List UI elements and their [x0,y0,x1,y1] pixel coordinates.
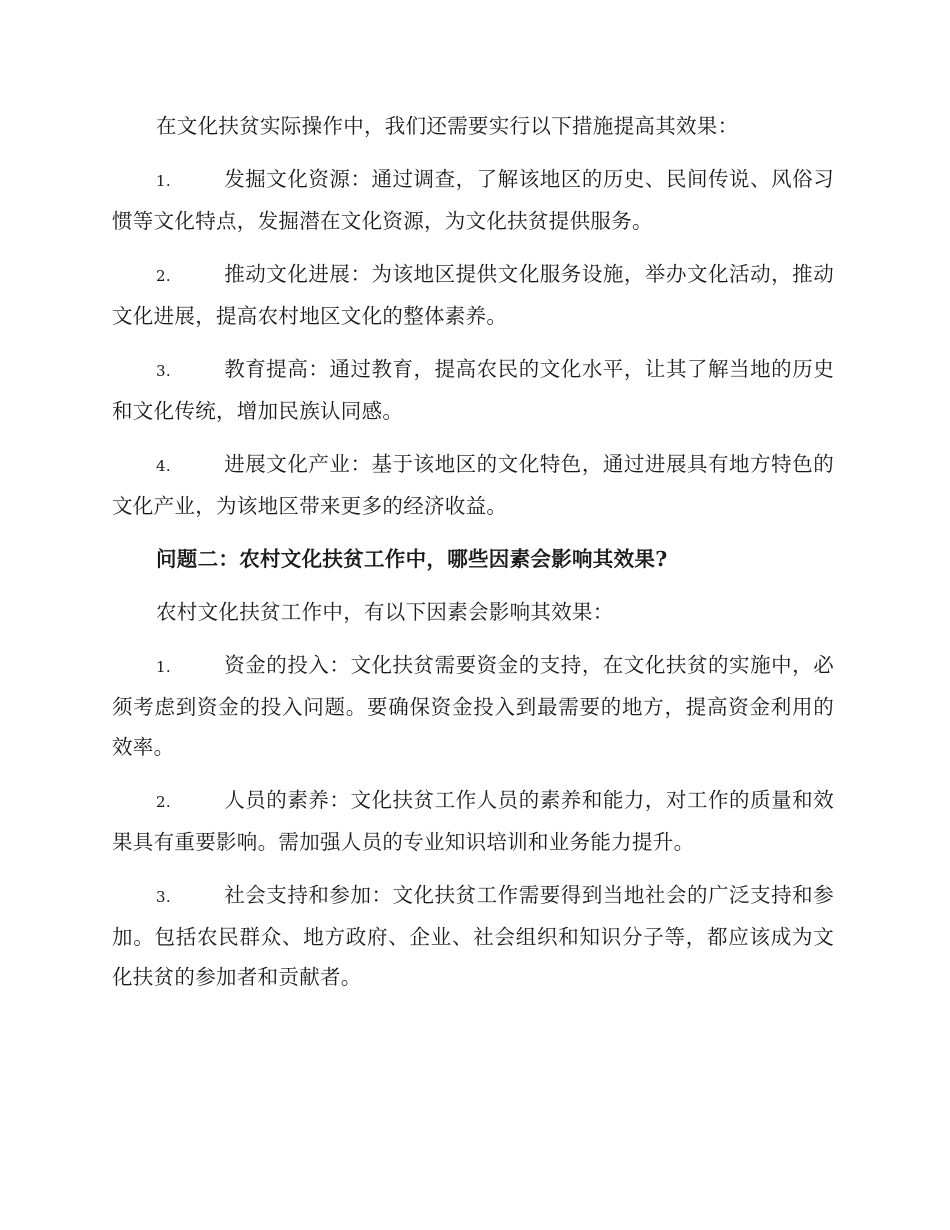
list-text: 教育提高：通过教育，提高农民的文化水平，让其了解当地的历史和文化传统，增加民族认同感。 [112,357,834,423]
list-text: 发掘文化资源：通过调查，了解该地区的历史、民间传说、风俗习惯等文化特点，发掘潜在文化资源，为文化扶贫提供服务。 [112,167,834,233]
factor-item-2 [112,780,834,862]
list-number: 4. [156,457,171,475]
list-number: 2. [156,267,171,285]
measure-item-2 [112,254,834,336]
factor-item-1 [112,645,834,767]
measure-item-4 [112,444,834,526]
measure-item-3 [112,349,834,431]
list-text: 推动文化进展：为该地区提供文化服务设施，举办文化活动，推动文化进展，提高农村地区文化的整体素养。 [112,262,834,328]
list-text: 进展文化产业：基于该地区的文化特色，通过进展具有地方特色的文化产业，为该地区带来更多的经济收益。 [112,452,834,518]
list-number: 3. [156,362,171,380]
intro-paragraph: 在文化扶贫实际操作中，我们还需要实行以下措施提高其效果： [156,114,739,138]
section-heading: 问题二：农村文化扶贫工作中，哪些因素会影响其效果? [156,547,668,571]
document-page [112,106,834,1010]
list-number: 2. [156,793,171,811]
measure-item-1 [112,159,834,241]
factor-item-3 [112,875,834,997]
list-number: 3. [156,888,171,906]
list-text: 人员的素养：文化扶贫工作人员的素养和能力，对工作的质量和效果具有重要影响。需加强人员的专业知识培训和业务能力提升。 [112,788,834,854]
list-number: 1. [156,172,171,190]
section-intro-paragraph: 农村文化扶贫工作中，有以下因素会影响其效果： [156,600,614,624]
list-text: 社会支持和参加：文化扶贫工作需要得到当地社会的广泛支持和参加。包括农民群众、地方政府、企业、社会组织和知识分子等，都应该成为文化扶贫的参加者和贡献者。 [112,883,834,989]
list-number: 1. [156,658,171,676]
list-text: 资金的投入：文化扶贫需要资金的支持，在文化扶贫的实施中，必须考虑到资金的投入问题。要确保资金投入到最需要的地方，提高资金利用的效率。 [112,653,834,759]
